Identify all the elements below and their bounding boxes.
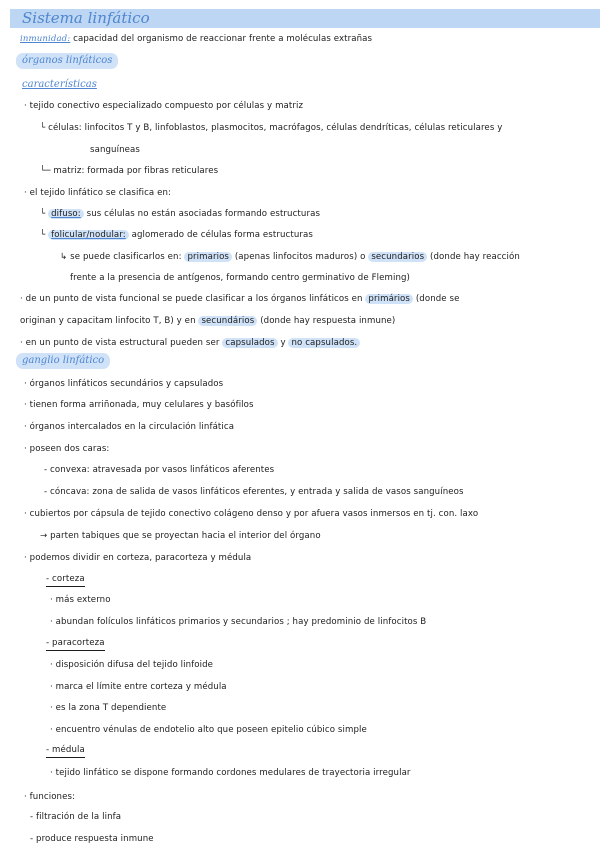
page-title: Sistema linfático bbox=[22, 9, 150, 27]
text-line: - produce respuesta inmune bbox=[30, 834, 154, 844]
text-line: · marca el límite entre corteza y médula bbox=[50, 682, 227, 692]
text-span: (donde hay reacción bbox=[430, 252, 520, 262]
text-line: · funciones: bbox=[24, 792, 76, 802]
text-line: · encuentro vénulas de endotelio alto que poseen epitelio cúbico simple bbox=[50, 725, 367, 735]
text-span: · de un punto de vista funcional se puede clasificar a los órganos linfáticos en bbox=[20, 294, 363, 304]
text-line: - convexa: atravesada por vasos linfáticos aferentes bbox=[44, 465, 275, 475]
text-line: · tejido conectivo especializado compuesto por células y matriz bbox=[24, 101, 304, 111]
term-capsulados: capsulados bbox=[222, 338, 277, 348]
text-span: originan y capacitam linfocito T, B) y en bbox=[20, 316, 196, 326]
corner-arrow-icon: └─ bbox=[40, 166, 51, 176]
section-ganglio: ganglio linfático bbox=[16, 353, 110, 369]
text-line: · más externo bbox=[50, 595, 111, 605]
term-difuso: difuso: bbox=[48, 209, 84, 219]
text-span: (donde se bbox=[415, 294, 460, 304]
text-line bbox=[20, 337, 360, 349]
text-line bbox=[40, 122, 502, 134]
term-no-capsulados: no capsulados. bbox=[288, 338, 360, 348]
text-line bbox=[40, 165, 218, 177]
text-span: (apenas linfocitos maduros) o bbox=[234, 252, 366, 262]
text-span: células: linfocitos T y B, linfoblastos, plasmocitos, macrófagos, células dendríticas, células reticulares y bbox=[48, 123, 503, 133]
text-line: · el tejido linfático se clasifica en: bbox=[24, 188, 172, 198]
text-line: - filtración de la linfa bbox=[30, 812, 122, 822]
text-line bbox=[40, 229, 313, 241]
term-primarios-funcional: primários bbox=[365, 294, 413, 304]
text-line: · tejido linfático se dispone formando cordones medulares de trayectoria irregular bbox=[50, 768, 411, 778]
corner-arrow-icon: └ bbox=[40, 230, 46, 240]
text-line bbox=[20, 315, 395, 327]
text-span: · en un punto de vista estructural pueden ser bbox=[20, 338, 220, 348]
text-span: (donde hay respuesta inmune) bbox=[260, 316, 396, 326]
text-line: · disposición difusa del tejido linfoide bbox=[50, 660, 214, 670]
text-line: → parten tabiques que se proyectan hacia el interior del órgano bbox=[40, 531, 321, 541]
intro-line bbox=[20, 33, 372, 45]
section-organos: órganos linfáticos bbox=[16, 53, 118, 69]
corner-arrow-icon: └ bbox=[40, 209, 46, 219]
arrow-right-icon: ↳ bbox=[60, 252, 68, 262]
text-line: · tienen forma arriñonada, muy celulares y basófilos bbox=[24, 400, 254, 410]
text-line bbox=[60, 251, 520, 263]
text-line: · abundan folículos linfáticos primarios y secundarios ; hay predominio de linfocitos B bbox=[50, 617, 427, 627]
text-span: y bbox=[280, 338, 286, 348]
text-line bbox=[20, 293, 460, 305]
text-line: · órganos intercalados en la circulación linfática bbox=[24, 422, 235, 432]
text-line: · órganos linfáticos secundários y capsulados bbox=[24, 379, 224, 389]
term-secundarios: secundarios bbox=[368, 252, 427, 262]
text-line: · es la zona T dependiente bbox=[50, 703, 167, 713]
text-span: aglomerado de células forma estructuras bbox=[131, 230, 313, 240]
text-line bbox=[40, 208, 320, 220]
text-line: frente a la presencia de antígenos, formando centro germinativo de Fleming) bbox=[70, 273, 411, 283]
text-line: sanguíneas bbox=[90, 145, 140, 155]
text-line: · poseen dos caras: bbox=[24, 444, 110, 454]
text-span: matriz: formada por fibras reticulares bbox=[53, 166, 219, 176]
text-line: · cubiertos por cápsula de tejido conectivo colágeno denso y por afuera vasos inmersos en tj. con. laxo bbox=[24, 509, 479, 519]
subsection-caracteristicas: características bbox=[22, 79, 97, 90]
heading-paracorteza: - paracorteza bbox=[46, 637, 105, 651]
term-folicular: folicular/nodular: bbox=[48, 230, 129, 240]
term-secundarios-funcional: secundários bbox=[198, 316, 257, 326]
term-primarios: primarios bbox=[184, 252, 232, 262]
text-line: · podemos dividir en corteza, paracorteza y médula bbox=[24, 553, 252, 563]
corner-arrow-icon: └ bbox=[40, 123, 46, 133]
text-line: - cóncava: zona de salida de vasos linfáticos eferentes, y entrada y salida de vasos sanguíneos bbox=[44, 487, 464, 497]
intro-term: inmunidad: bbox=[20, 34, 71, 44]
text-span: se puede clasificarlos en: bbox=[70, 252, 182, 262]
heading-corteza: - corteza bbox=[46, 573, 85, 587]
heading-medula: - médula bbox=[46, 744, 85, 758]
text-span: sus células no están asociadas formando estructuras bbox=[86, 209, 321, 219]
intro-definition: capacidad del organismo de reaccionar frente a moléculas extrañas bbox=[73, 34, 373, 44]
